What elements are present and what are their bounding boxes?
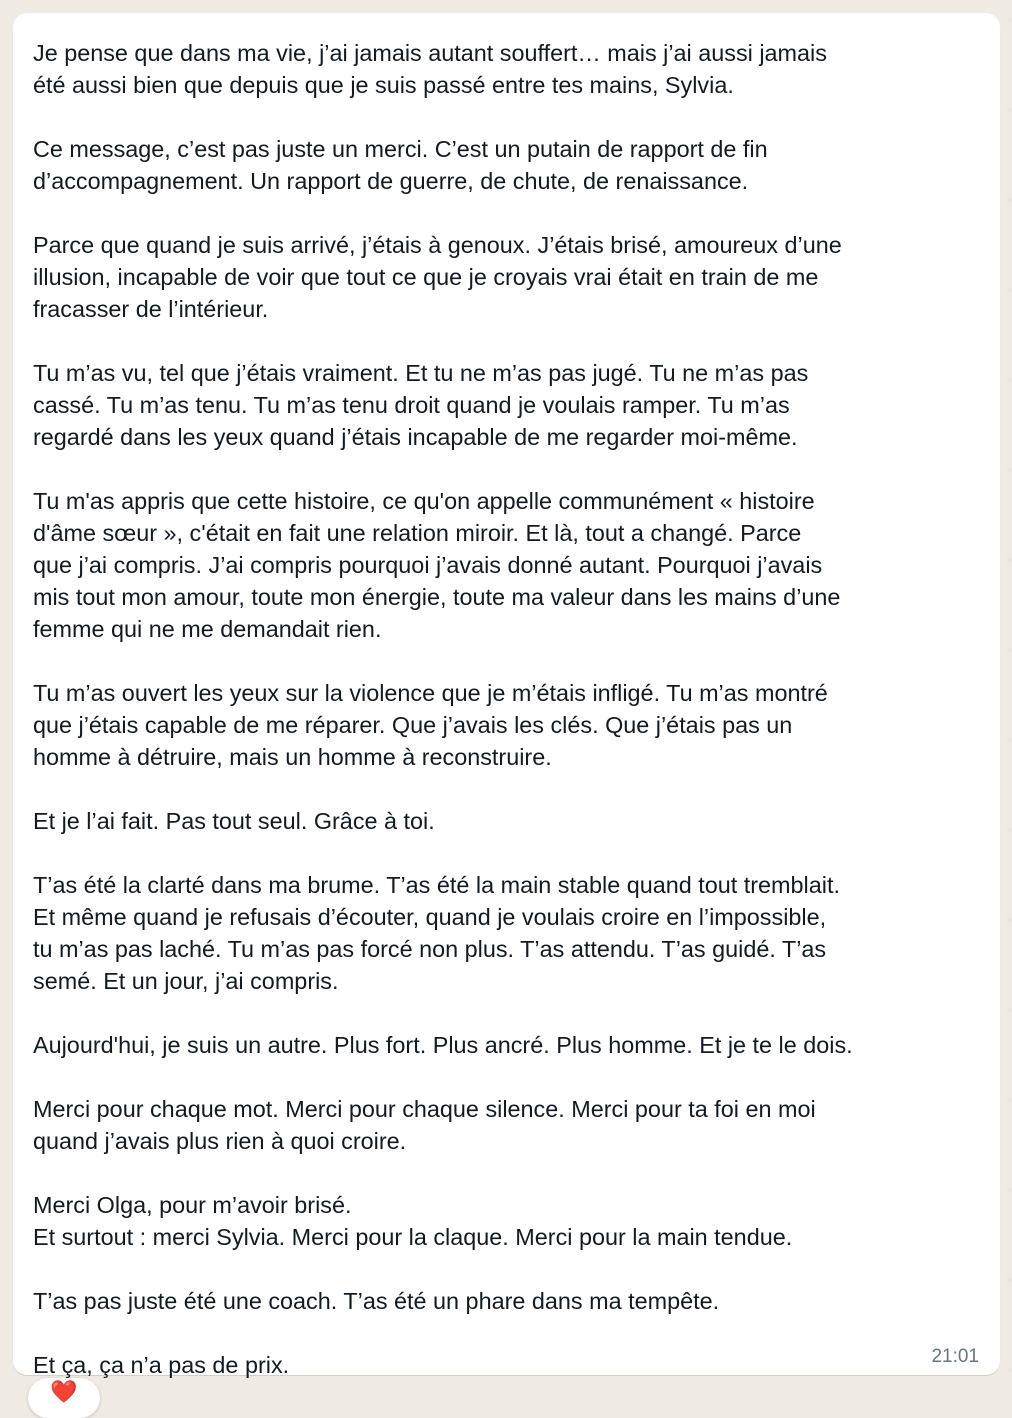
message-line: quand j’avais plus rien à quoi croire.: [33, 1128, 407, 1154]
message-line: fracasser de l’intérieur.: [33, 296, 269, 322]
message-line: Tu m’as vu, tel que j’étais vraiment. Et tu ne m’as pas jugé. Tu ne m’as pas: [33, 360, 809, 386]
message-paragraph: [33, 1285, 980, 1317]
message-line: Et ça, ça n’a pas de prix.: [33, 1352, 290, 1378]
message-line: homme à détruire, mais un homme à reconstruire.: [33, 744, 552, 770]
message-paragraph: [33, 1029, 980, 1061]
message-line: femme qui ne me demandait rien.: [33, 616, 382, 642]
message-line: Tu m'as appris que cette histoire, ce qu'on appelle communément « histoire: [33, 488, 815, 514]
message-paragraph: [33, 869, 980, 997]
message-line: T’as pas juste été une coach. T’as été un phare dans ma tempête.: [33, 1288, 720, 1314]
message-line: Aujourd'hui, je suis un autre. Plus fort. Plus ancré. Plus homme. Et je te le dois.: [33, 1032, 853, 1058]
message-line: T’as été la clarté dans ma brume. T’as été la main stable quand tout tremblait.: [33, 872, 840, 898]
message-paragraph: [33, 133, 980, 197]
message-line: cassé. Tu m’as tenu. Tu m’as tenu droit quand je voulais ramper. Tu m’as: [33, 392, 790, 418]
message-line: que j’étais capable de me réparer. Que j’avais les clés. Que j’étais pas un: [33, 712, 793, 738]
message-timestamp: 21:01: [931, 1346, 979, 1367]
message-line: Ce message, c’est pas juste un merci. C’est un putain de rapport de fin: [33, 136, 768, 162]
message-bubble[interactable]: [13, 13, 1000, 1378]
message-paragraph: [33, 1349, 980, 1381]
message-line: Merci Olga, pour m’avoir brisé.: [33, 1192, 352, 1218]
message-paragraph: [33, 485, 980, 645]
message-line: Je pense que dans ma vie, j’ai jamais autant souffert… mais j’ai aussi jamais: [33, 40, 827, 66]
message-line: Et surtout : merci Sylvia. Merci pour la claque. Merci pour la main tendue.: [33, 1224, 793, 1250]
reaction-badge[interactable]: [28, 1378, 100, 1418]
message-line: Et même quand je refusais d’écouter, quand je voulais croire en l’impossible,: [33, 904, 827, 930]
message-line: illusion, incapable de voir que tout ce que je croyais vrai était en train de me: [33, 264, 819, 290]
message-line: Et je l’ai fait. Pas tout seul. Grâce à toi.: [33, 808, 435, 834]
message-paragraph: [33, 1093, 980, 1157]
message-paragraph: [33, 1189, 980, 1253]
message-line: semé. Et un jour, j’ai compris.: [33, 968, 339, 994]
message-line: Tu m’as ouvert les yeux sur la violence que je m’étais infligé. Tu m’as montré: [33, 680, 828, 706]
message-line: d'âme sœur », c'était en fait une relation miroir. Et là, tout a changé. Parce: [33, 520, 802, 546]
message-paragraph: [33, 229, 980, 325]
message-text: [33, 37, 980, 1381]
message-line: regardé dans les yeux quand j’étais incapable de me regarder moi-même.: [33, 424, 798, 450]
message-line: Parce que quand je suis arrivé, j’étais à genoux. J’étais brisé, amoureux d’une: [33, 232, 842, 258]
message-paragraph: [33, 357, 980, 453]
message-line: mis tout mon amour, toute mon énergie, toute ma valeur dans les mains d’une: [33, 584, 841, 610]
message-paragraph: [33, 37, 980, 101]
message-paragraph: [33, 677, 980, 773]
message-paragraph: [33, 805, 980, 837]
message-line: que j’ai compris. J’ai compris pourquoi j’avais donné autant. Pourquoi j’avais: [33, 552, 823, 578]
message-line: tu m’as pas laché. Tu m’as pas forcé non plus. T’as attendu. T’as guidé. T’as: [33, 936, 827, 962]
message-line: d’accompagnement. Un rapport de guerre, de chute, de renaissance.: [33, 168, 749, 194]
red-heart-icon: ❤️: [50, 1380, 78, 1405]
message-line: Merci pour chaque mot. Merci pour chaque silence. Merci pour ta foi en moi: [33, 1096, 816, 1122]
message-line: été aussi bien que depuis que je suis passé entre tes mains, Sylvia.: [33, 72, 734, 98]
